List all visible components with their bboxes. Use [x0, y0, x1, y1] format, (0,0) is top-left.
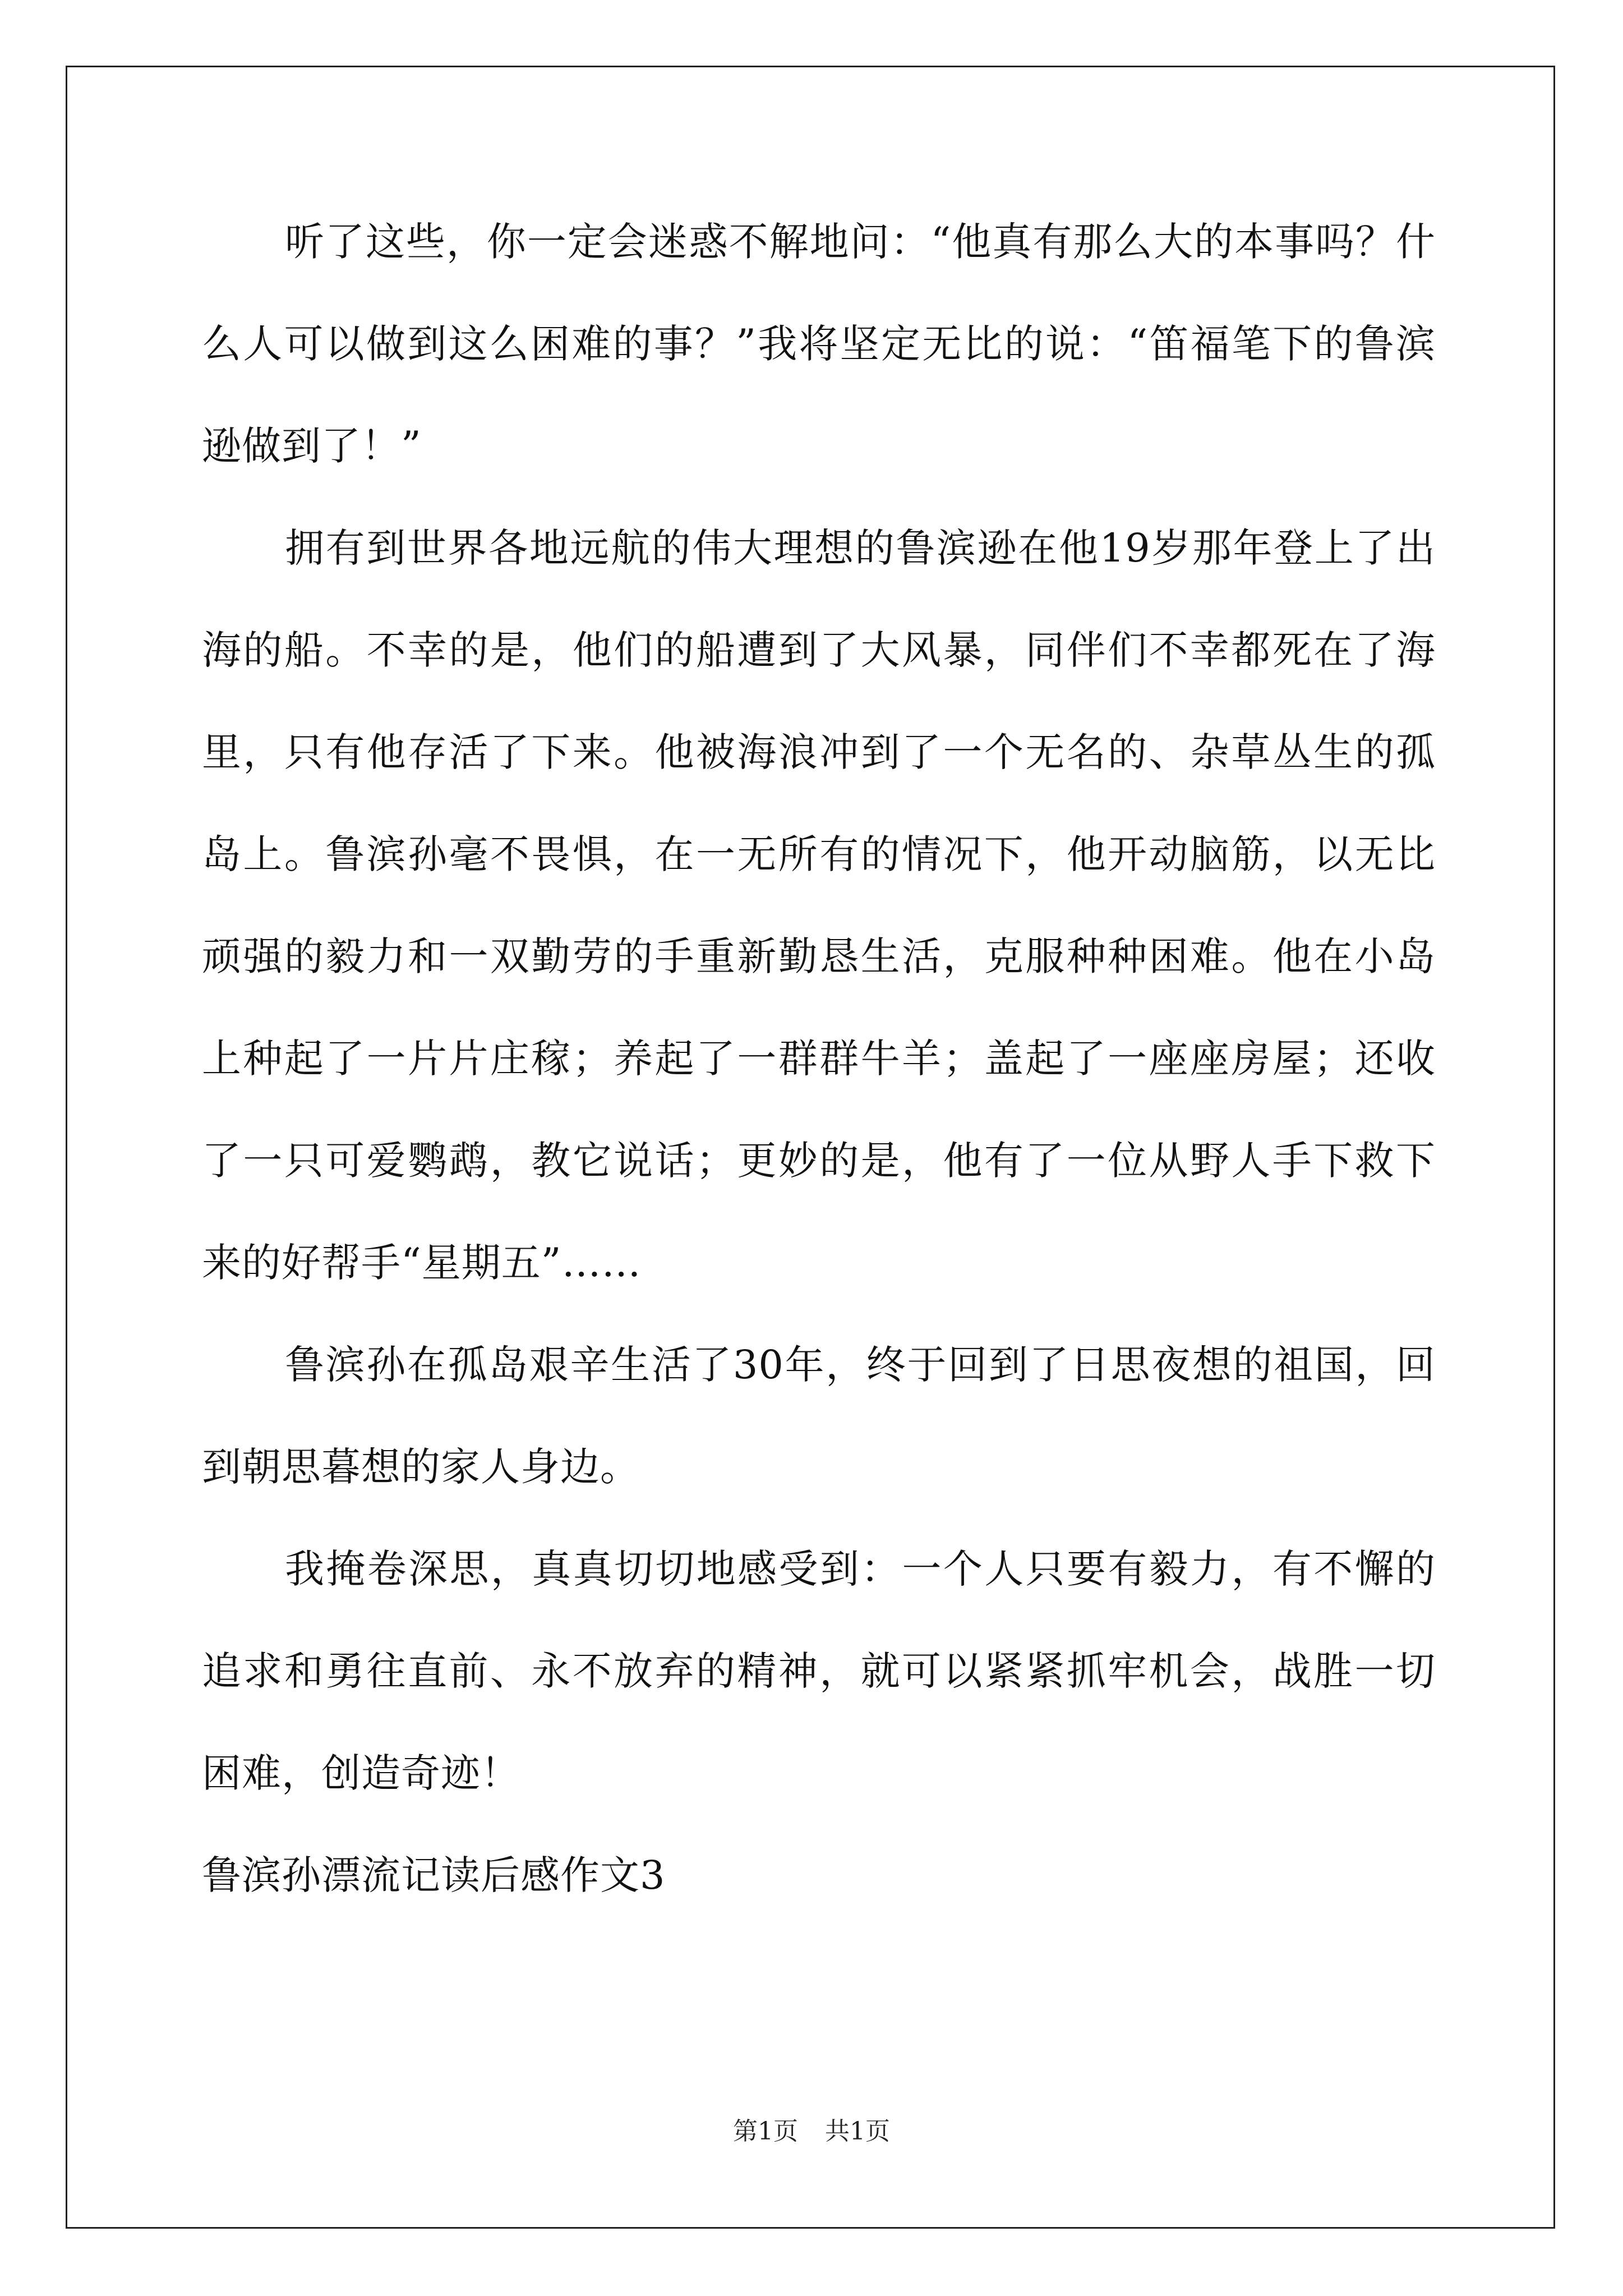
- document-body: [202, 191, 1436, 1926]
- page-total: 共1页: [825, 2117, 890, 2146]
- paragraph-3: 鲁滨孙在孤岛艰辛生活了30年，终于回到了日思夜想的祖国，回到朝思暮想的家人身边。: [202, 1342, 1436, 1490]
- paragraph-4: 我掩卷深思，真真切切地感受到：一个人只要有毅力，有不懈的追求和勇往直前、永不放弃的精神，就可以紧紧抓牢机会，战胜一切困难，创造奇迹！: [202, 1546, 1436, 1796]
- paragraph-1: 听了这些，你一定会迷惑不解地问：“他真有那么大的本事吗？什么人可以做到这么困难的事？”我将坚定无比的说：“笛福笔下的鲁滨逊做到了！”: [202, 219, 1436, 469]
- next-section-heading: 鲁滨孙漂流记读后感作文3: [202, 1852, 666, 1898]
- paragraph-2: 拥有到世界各地远航的伟大理想的鲁滨逊在他19岁那年登上了出海的船。不幸的是，他们的船遭到了大风暴，同伴们不幸都死在了海里，只有他存活了下来。他被海浪冲到了一个无名的、杂草丛生的孤岛上。鲁滨孙毫不畏惧，在一无所有的情况下，他开动脑筋，以无比顽强的毅力和一双勤劳的手重新勤恳生活，克服种种困难。他在小岛上种起了一片片庄稼；养起了一群群牛羊；盖起了一座座房屋；还收了一只可爱鹦鹉，教它说话；更妙的是，他有了一位从野人手下救下来的好帮手“星期五”……: [202, 525, 1436, 1286]
- page-footer: [0, 2115, 1623, 2148]
- page-number: 第1页: [733, 2117, 798, 2146]
